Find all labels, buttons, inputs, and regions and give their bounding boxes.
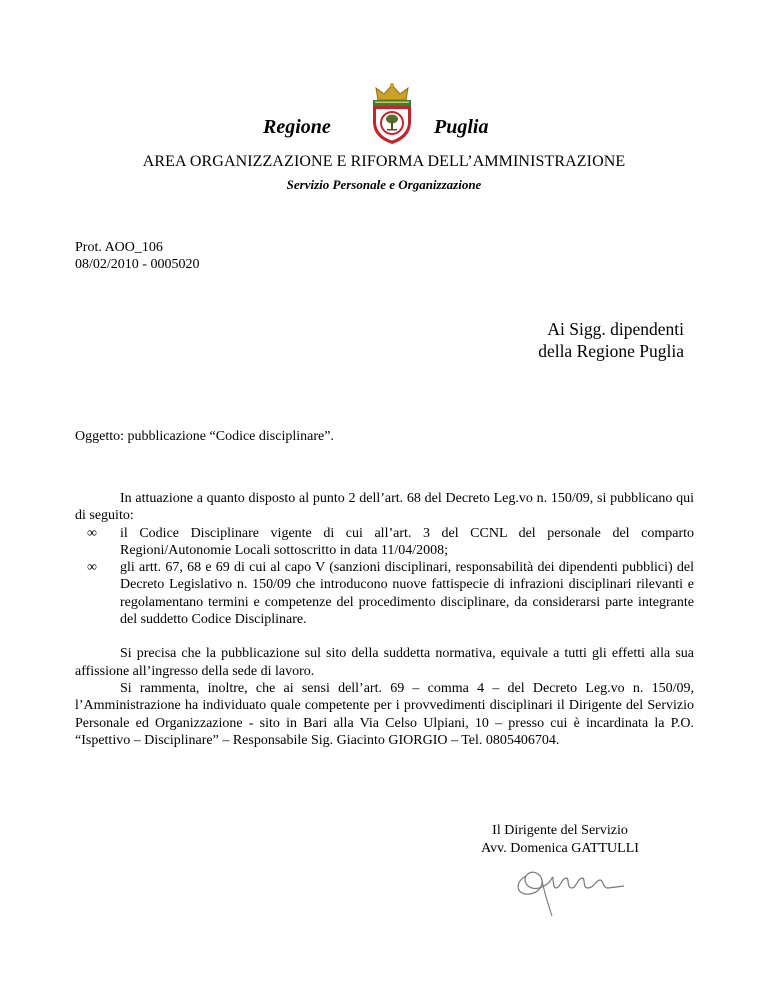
paragraph-publication: Si precisa che la pubblicazione sul sito della suddetta normativa, equivale a tutti gli effetti alla sua affissione all’ingresso della sede di lavoro. — [75, 646, 694, 679]
infinity-bullet-icon: ∞ — [87, 525, 97, 541]
protocol-block — [75, 239, 199, 273]
protocol-number: Prot. AOO_106 — [75, 240, 163, 255]
recipients-line-2: della Regione Puglia — [538, 341, 684, 361]
protocol-date: 08/02/2010 - 0005020 — [75, 257, 200, 272]
recipients-block — [538, 318, 684, 362]
brand-puglia: Puglia — [434, 116, 489, 138]
signatory-name: Avv. Domenica GATTULLI — [481, 841, 639, 856]
list-item — [75, 559, 694, 628]
list-item-text: gli artt. 67, 68 e 69 di cui al capo V (sanzioni disciplinari, responsabilità dei dipendenti pubblici) del Decreto Legislativo n. 150/09 che introducono nuove fattispecie di infrazioni disciplinari rilevanti e regolamentano termini e competenze del procedimento disciplinare, da considerarsi parte integrante del suddetto Codice Disciplinare. — [120, 560, 694, 628]
intro-paragraph: In attuazione a quanto disposto al punto 2 dell’art. 68 del Decreto Leg.vo n. 150/09, si pubblicano qui di seguito: — [75, 491, 694, 524]
area-heading: AREA ORGANIZZAZIONE E RIFORMA DELL’AMMINISTRAZIONE — [142, 153, 626, 170]
paragraph-competence: Si rammenta, inoltre, che ai sensi dell’art. 69 – comma 4 – del Decreto Leg.vo n. 150/09, l’Amministrazione ha individuato quale competente per i provvedimenti disciplinari il Dirigente del Servizio Personale ed Organizzazione - sito in Bari alla Via Celso Ulpiani, 10 – presso cui è incardinata la P.O. “Ispettivo – Disciplinare” – Responsabile Sig. Giacinto GIORGIO – Tel. 0805406704. — [75, 680, 694, 748]
list-item-text: il Codice Disciplinare vigente di cui all’art. 3 del CCNL del personale del comparto Regioni/Autonomie Locali sottoscritto in data 11/04/2008; — [120, 525, 694, 558]
region-crest-icon — [364, 82, 420, 146]
signatory-title: Il Dirigente del Servizio — [492, 823, 628, 838]
letter-body — [75, 490, 694, 749]
servizio-subheading: Servizio Personale e Organizzazione — [286, 177, 482, 192]
recipients-line-1: Ai Sigg. dipendenti — [547, 319, 684, 339]
subject-line: Oggetto: pubblicazione “Codice disciplinare”. — [75, 429, 334, 444]
list-item — [75, 525, 694, 560]
handwritten-signature — [508, 858, 628, 918]
brand-regione: Regione — [263, 116, 331, 138]
signature-block — [470, 822, 650, 858]
infinity-bullet-icon: ∞ — [87, 560, 97, 576]
